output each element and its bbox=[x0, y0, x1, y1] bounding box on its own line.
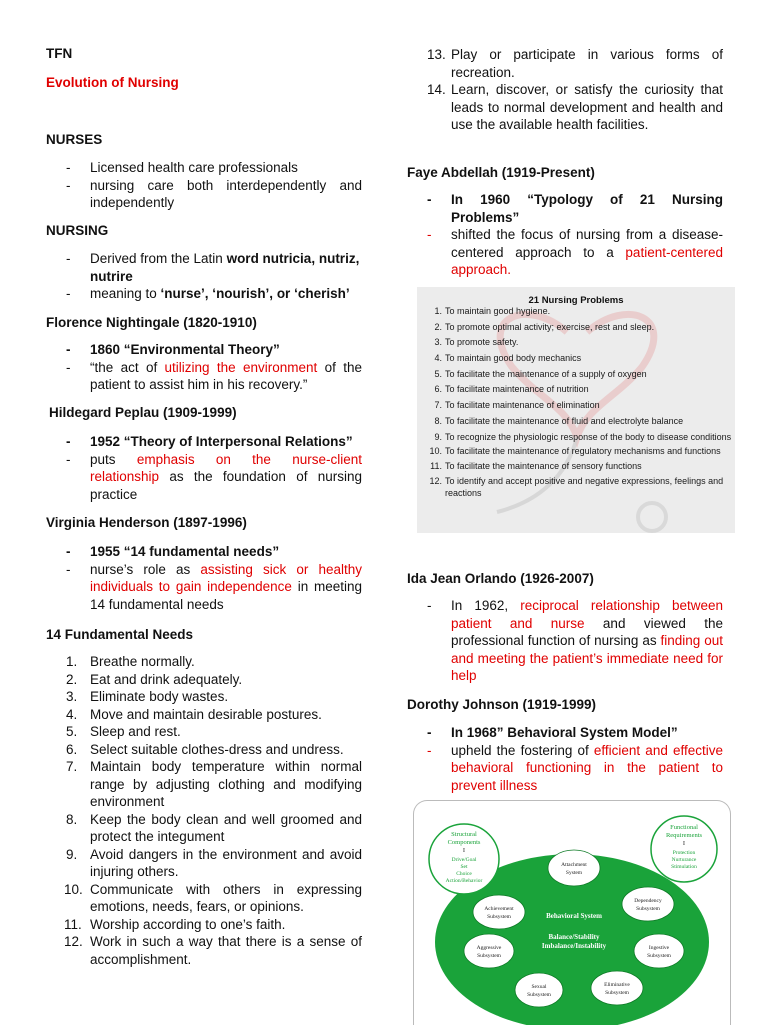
theory-description: - nurse’s role as assisting sick or healthy individuals to gain independence in meeting 14 fundamental needs bbox=[66, 561, 363, 612]
center-sub: Balance/Stability bbox=[548, 933, 600, 941]
dependency-label: Subsystem bbox=[636, 906, 660, 912]
list-item: 5. Sleep and rest. bbox=[66, 724, 181, 739]
eliminative-label: Subsystem bbox=[605, 990, 629, 996]
henderson-list bbox=[66, 543, 362, 613]
theory-label: - 1955 “14 fundamental needs” bbox=[66, 544, 280, 559]
list-item: - Derived from the Latin word nutricia, nutriz, nutrire bbox=[66, 251, 360, 284]
center-title: Behavioral System bbox=[546, 912, 602, 920]
list-item: 10. Communicate with others in expressing emotions, needs, fears, or opinions. bbox=[64, 881, 362, 914]
structural-label: Action/Behavior bbox=[445, 878, 483, 884]
sexual-label: Sexual bbox=[531, 984, 547, 990]
achievement-node bbox=[473, 895, 525, 929]
list-item: 11. Worship according to one’s faith. bbox=[64, 916, 286, 932]
list-item: 13. Play or participate in various forms of recreation. bbox=[427, 47, 723, 80]
list-item: 7. Maintain body temperature within normal range by adjusting clothing and modifying environment bbox=[66, 759, 362, 809]
sexual-label: Subsystem bbox=[527, 992, 551, 998]
list-item: 1. Breathe normally. bbox=[66, 654, 195, 669]
list-item: 6. To facilitate maintenance of nutrition bbox=[434, 384, 589, 395]
theory-description: - “the act of utilizing the environment of the patient to assist him in his recovery.” bbox=[66, 359, 362, 392]
aggressive-label: Subsystem bbox=[477, 953, 501, 959]
attachment-label: Attachment bbox=[561, 862, 587, 868]
list-item: 11. To facilitate the maintenance of sensory functions bbox=[430, 460, 642, 471]
structural-label: Components bbox=[447, 839, 481, 846]
list-item: 1. To maintain good hygiene. bbox=[434, 306, 551, 316]
theory-label: - 1860 “Environmental Theory” bbox=[66, 342, 280, 357]
theory-description: - puts emphasis on the nurse-client relationship as the foundation of nursing practice bbox=[66, 451, 362, 502]
nursing-list bbox=[66, 250, 362, 303]
eliminative-node bbox=[591, 971, 643, 1005]
dependency-node bbox=[622, 887, 674, 921]
orlando-heading: Ida Jean Orlando (1926-2007) bbox=[407, 571, 594, 586]
dependency-label: Dependency bbox=[634, 898, 662, 904]
abdellah-list bbox=[427, 191, 723, 279]
list-item: 10. To facilitate the maintenance of regulatory mechanisms and functions bbox=[429, 446, 721, 456]
list-item: 2. Eat and drink adequately. bbox=[66, 671, 243, 687]
ingestive-label: Ingestive bbox=[648, 945, 670, 951]
list-item: 9. Avoid dangers in the environment and avoid injuring others. bbox=[66, 846, 362, 879]
johnson-list bbox=[427, 724, 723, 794]
nurses-list bbox=[66, 159, 362, 212]
list-item: 6. Select suitable clothes-dress and undress. bbox=[66, 741, 344, 757]
achievement-label: Subsystem bbox=[487, 914, 511, 920]
theory-description: - In 1962, reciprocal relationship between patient and nurse and viewed the professional function of nursing as finding out and meeting the patient’s immediate need for help bbox=[427, 598, 723, 683]
list-item: 7. To facilitate maintenance of elimination bbox=[434, 400, 600, 411]
aggressive-label: Aggressive bbox=[476, 945, 502, 951]
peplau-list bbox=[66, 433, 362, 503]
aggressive-node bbox=[464, 934, 514, 968]
attachment-label: System bbox=[565, 870, 583, 876]
needs-heading: 14 Fundamental Needs bbox=[46, 627, 194, 642]
ingestive-node bbox=[634, 934, 684, 968]
achievement-label: Achievement bbox=[484, 906, 514, 912]
nightingale-list bbox=[66, 341, 362, 394]
structural-label: I bbox=[462, 847, 466, 854]
list-item: 2. To promote optimal activity; exercise, rest and sleep. bbox=[434, 321, 655, 332]
peplau-heading: Hildegard Peplau (1909-1999) bbox=[49, 405, 237, 420]
sexual-node bbox=[515, 973, 563, 1007]
needs-list bbox=[66, 653, 362, 968]
list-item: 12. To identify and accept positive and negative expressions, feelings and reactions bbox=[429, 476, 724, 498]
list-item: 8. To facilitate the maintenance of fluid and electrolyte balance bbox=[434, 415, 684, 426]
functional-label: Protection bbox=[672, 850, 696, 856]
doc-subtitle: Evolution of Nursing bbox=[46, 75, 179, 90]
functional-label: Stimulation bbox=[671, 864, 697, 870]
behavioral-system-diagram bbox=[413, 800, 731, 1025]
johnson-heading: Dorothy Johnson (1919-1999) bbox=[407, 697, 597, 712]
list-item: - nursing care both interdependently and independently bbox=[66, 177, 362, 210]
list-item: 14. Learn, discover, or satisfy the curiosity that leads to normal development and health and use the available health facilities. bbox=[427, 82, 723, 132]
theory-label: - 1952 “Theory of Interpersonal Relations” bbox=[66, 434, 353, 449]
eliminative-label: Eliminative bbox=[604, 982, 630, 988]
functional-label: Functional bbox=[670, 824, 698, 831]
list-item: 4. To maintain good body mechanics bbox=[434, 353, 582, 364]
list-item: 4. Move and maintain desirable postures. bbox=[66, 706, 322, 722]
nursing-problems-image bbox=[417, 287, 735, 533]
attachment-node bbox=[548, 850, 600, 886]
theory-label: - In 1960 “Typology of 21 Nursing Problems” bbox=[427, 192, 723, 225]
list-item: - meaning to ‘nurse’, ‘nourish’, or ‘cherish’ bbox=[66, 286, 350, 301]
nightingale-heading: Florence Nightingale (1820-1910) bbox=[46, 315, 257, 330]
nurses-heading: NURSES bbox=[46, 132, 103, 147]
list-item: 12. Work in such a way that there is a sense of accomplishment. bbox=[64, 934, 362, 967]
functional-label: I bbox=[682, 840, 686, 847]
list-item: 3. To promote safety. bbox=[434, 337, 519, 348]
diagram-svg bbox=[414, 801, 730, 1025]
center-sub: Imbalance/Instability bbox=[541, 942, 607, 950]
ingestive-label: Subsystem bbox=[647, 953, 671, 959]
structural-label: Set bbox=[460, 864, 468, 870]
panel-title: 21 Nursing Problems bbox=[528, 295, 624, 306]
functional-label: Requirements bbox=[665, 832, 703, 839]
structural-label: Choice bbox=[456, 871, 472, 877]
structural-label: Structural bbox=[451, 831, 477, 838]
orlando-list bbox=[427, 597, 723, 685]
abdellah-heading: Faye Abdellah (1919-Present) bbox=[407, 165, 595, 180]
doc-tag: TFN bbox=[46, 46, 73, 61]
list-item: 5. To facilitate the maintenance of a supply of oxygen bbox=[434, 368, 647, 379]
list-item: 8. Keep the body clean and well groomed and protect the integument bbox=[66, 811, 362, 844]
functional-label: Nurturance bbox=[671, 857, 697, 863]
theory-description: - shifted the focus of nursing from a disease-centered approach to a patient-centered approach. bbox=[427, 227, 723, 277]
list-item: - Licensed health care professionals bbox=[66, 160, 298, 175]
theory-description: - upheld the fostering of efficient and effective behavioral functioning in the patient to prevent illness bbox=[427, 742, 723, 793]
theory-label: - In 1968” Behavioral System Model” bbox=[427, 725, 678, 740]
problems-list bbox=[417, 306, 735, 503]
nursing-heading: NURSING bbox=[46, 223, 109, 238]
henderson-heading: Virginia Henderson (1897-1996) bbox=[46, 515, 247, 530]
needs-list-continued bbox=[427, 46, 723, 134]
structural-label: Drive/Goal bbox=[451, 857, 477, 863]
list-item: 3. Eliminate body wastes. bbox=[66, 689, 229, 704]
list-item: 9. To recognize the physiologic response of the body to disease conditions bbox=[434, 431, 732, 442]
